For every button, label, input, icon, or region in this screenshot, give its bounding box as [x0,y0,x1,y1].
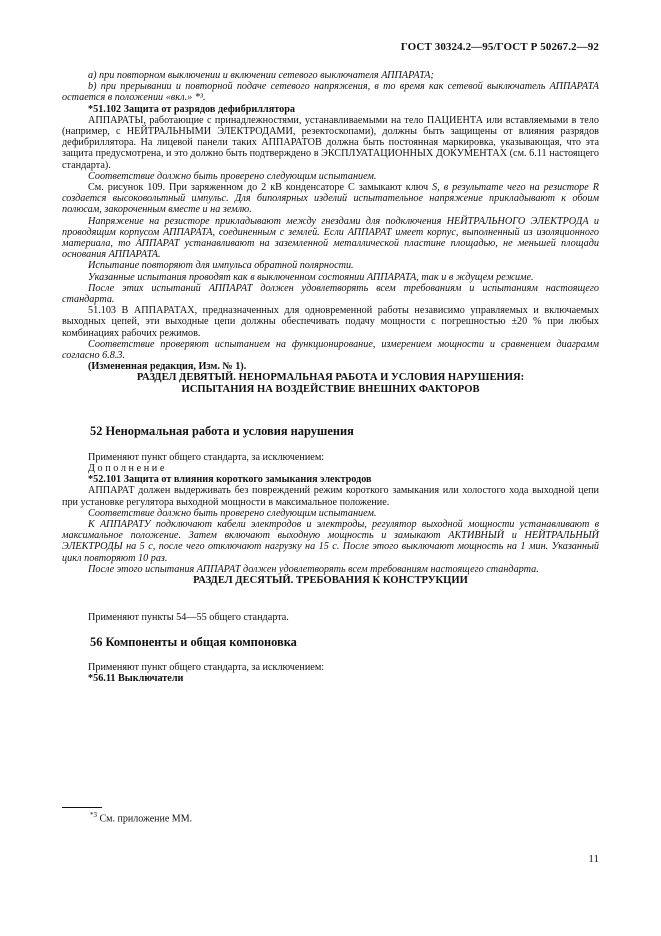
paragraph: Указанные испытания проводят как в выключенном состоянии АППАРАТА, так и в ждущем режиме. [88,271,534,283]
list-item-a: а) при повторном выключении и включении сетевого выключателя АППАРАТА; [88,70,434,81]
paragraph: Применяют пункт общего стандарта, за исключением: [88,451,325,463]
page-body [62,70,599,684]
paragraph-text-italic: S, в результате чего на резисторе R создается высоковольтный импульс. Для биполярных изделий испытательное напряжение прикладывают к обоим полюсам, закороченным вместе и на землю. [62,182,599,216]
paragraph: После этого испытания АППАРАТ должен удовлетворять всем требованиям настоящего стандарта. [88,563,539,575]
addition-label: Дополнение [88,462,167,474]
compliance-note: Соответствие проверяют испытанием на функционирование, измерением мощности и сравнением диаграмм согласно 6.8.3. [62,338,599,362]
section-title-line: ИСПЫТАНИЯ НА ВОЗДЕЙСТВИЕ ВНЕШНИХ ФАКТОРОВ [181,384,480,396]
amendment-note: (Измененная редакция, Изм. № 1). [88,361,247,373]
clause-56-heading: 56 Компоненты и общая компоновка [90,635,297,650]
section-ten-title: РАЗДЕЛ ДЕСЯТЫЙ. ТРЕБОВАНИЯ К КОНСТРУКЦИИ [193,574,468,586]
clause-51-102-heading: *51.102 Защита от разрядов дефибриллятора [88,103,295,115]
footnote [90,811,192,824]
paragraph: АППАРАТ должен выдерживать без повреждений режим короткого замыкания или холостого хода выходной цепи при установке регулятора выходной мощности в максимальное положение. [62,485,599,508]
compliance-note: Соответствие должно быть проверено следующим испытанием. [88,507,377,519]
page-number: 11 [588,853,599,865]
section-nine-title [62,372,599,396]
paragraph: К АППАРАТУ подключают кабели электродов и электроды, регулятор выходной мощности устанавливают в максимальное положение. Затем включают выходную мощность и замыкают АКТИВНЫЙ и НЕЙТРАЛЬНЫЙ ЭЛЕКТРОДЫ на 5 с, после чего отключают нагрузку на 15 с. После этого выключают мощность на 1 мин. Указанный цикл повторяют 10 раз. [62,518,599,564]
clause-56-11-heading: *56.11 Выключатели [88,672,184,684]
paragraph: После этих испытаний АППАРАТ должен удовлетворять всем требованиям и испытаниям настоящего стандарта. [62,282,599,306]
paragraph: Испытание повторяют для импульса обратной полярности. [88,260,354,272]
clause-52-heading: 52 Ненормальная работа и условия нарушения [90,424,354,439]
footnote-text: См. приложение ММ. [97,813,193,825]
paragraph-text: См. рисунок 109. При заряженном до 2 кВ конденсаторе С замыкают ключ [88,182,433,194]
clause-51-103: 51.103 В АППАРАТАХ, предназначенных для одновременной работы независимо управляемых и включаемых выходных цепей, эти выходные цепи должны обеспечивать подачу мощности с погрешностью ±20 % при любых комбинациях рабочих режимов. [62,305,599,339]
running-header: ГОСТ 30324.2—95/ГОСТ Р 50267.2—92 [400,41,599,53]
clause-52-101-heading: *52.101 Защита от влияния короткого замыкания электродов [88,474,372,486]
compliance-note: Соответствие должно быть проверено следующим испытанием. [88,170,377,182]
paragraph: Применяют пункты 54—55 общего стандарта. [88,612,289,624]
paragraph: Применяют пункт общего стандарта, за исключением: [88,661,325,673]
section-title-line: РАЗДЕЛ ДЕВЯТЫЙ. НЕНОРМАЛЬНАЯ РАБОТА И УСЛОВИЯ НАРУШЕНИЯ: [136,372,525,384]
footnote-mark: *3 [90,811,97,819]
paragraph: АППАРАТЫ, работающие с принадлежностями, устанавливаемыми на тело ПАЦИЕНТА или вставляемыми в тело (например, с НЕЙТРАЛЬНЫМИ ЭЛЕКТРОДАМИ, резектоскопами), должны быть защищены от влияния разрядов дефибриллятора. На лицевой панели таких АППАРАТОВ должна быть постоянная маркировка, указывающая, что эта защита предусмотрена, и это должно быть подтверждено в ЭКСПЛУАТАЦИОННЫХ ДОКУМЕНТАХ (см. 6.11 настоящего стандарта). [62,114,599,171]
paragraph [62,182,599,216]
list-item-b: b) при прерывании и повторной подаче сетевого напряжения, в то время как сетевой выключатель АППАРАТА остается в положении «вкл.» *³. [62,81,599,104]
footnote-divider [62,807,102,808]
paragraph: Напряжение на резисторе прикладывают между гнездами для подключения НЕЙТРАЛЬНОГО ЭЛЕКТРОДА и проводящим корпусом АППАРАТА, соединенным с землей. Если АППАРАТ имеет корпус, выполненный из изоляционного материала, то АППАРАТ устанавливают на заземленной металлической пластине площадью, не меньшей площади основания АППАРАТА. [62,215,599,261]
